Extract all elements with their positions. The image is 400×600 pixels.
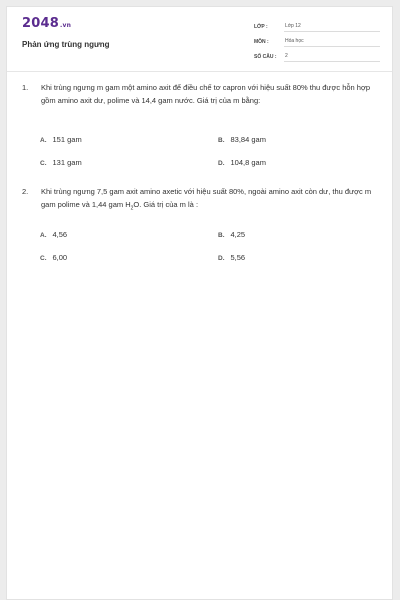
worksheet-page [6, 6, 393, 600]
option-letter: C. [40, 255, 47, 262]
option-a[interactable] [40, 230, 67, 239]
meta-row-subject [254, 34, 380, 49]
meta-label: LỚP : [254, 23, 268, 30]
option-text: 83,84 gam [230, 135, 266, 144]
option-row [40, 158, 380, 181]
option-text: 5,56 [230, 253, 246, 262]
question-number: 1. [22, 83, 29, 92]
option-d[interactable] [218, 158, 266, 167]
option-letter: B. [218, 137, 225, 144]
option-letter: A. [40, 137, 47, 144]
option-a[interactable] [40, 135, 82, 144]
option-letter: D. [218, 255, 225, 262]
option-text: 4,25 [230, 230, 246, 239]
meta-label: MÔN : [254, 38, 269, 45]
question-number: 2. [22, 187, 29, 196]
question-text [41, 185, 384, 216]
page-title: Phản ứng trùng ngưng [22, 40, 110, 49]
option-letter: C. [40, 160, 47, 167]
question-text-part: O. Giá trị của m là : [133, 200, 199, 209]
logo-tld: .vn [59, 22, 72, 29]
question-1-options [40, 135, 380, 181]
option-c[interactable] [40, 158, 82, 167]
meta-label: SỐ CÂU : [254, 53, 277, 60]
option-text: 6,00 [52, 253, 68, 262]
option-c[interactable] [40, 253, 67, 262]
question-2-options [40, 230, 380, 276]
option-text: 4,56 [52, 230, 68, 239]
option-row [40, 230, 380, 253]
meta-row-class [254, 19, 380, 34]
question-2 [22, 185, 384, 216]
option-b[interactable] [218, 135, 266, 144]
logo-text: 2048 [22, 16, 59, 31]
option-text: 131 gam [52, 158, 82, 167]
option-row [40, 253, 380, 276]
question-1 [22, 81, 384, 107]
option-d[interactable] [218, 253, 245, 262]
question-text: Khi trùng ngưng m gam một amino axit để điều chế tơ capron với hiệu suất 80% thu được hỗn hợp gồm amino axit dư, polime và 14,4 gam nước. Giá trị của m bằng: [41, 83, 371, 105]
option-letter: B. [218, 232, 225, 239]
question-text-part: Khi trùng ngưng 7,5 gam axit amino axetic với hiệu suất 80%, ngoài amino axit còn dư, thu được m gam polime và 1,44 gam H [41, 187, 372, 209]
option-letter: D. [218, 160, 225, 167]
worksheet-meta [254, 19, 380, 64]
subscript: 2 [130, 205, 134, 212]
meta-row-count [254, 49, 380, 64]
option-b[interactable] [218, 230, 245, 239]
site-logo[interactable] [22, 16, 71, 31]
meta-value: Hóa học [284, 37, 380, 47]
worksheet-header [7, 7, 392, 72]
meta-value: 2 [284, 52, 380, 62]
option-text: 104,8 gam [230, 158, 266, 167]
option-letter: A. [40, 232, 47, 239]
option-text: 151 gam [52, 135, 82, 144]
meta-value: Lớp 12 [284, 22, 380, 32]
option-row [40, 135, 380, 158]
